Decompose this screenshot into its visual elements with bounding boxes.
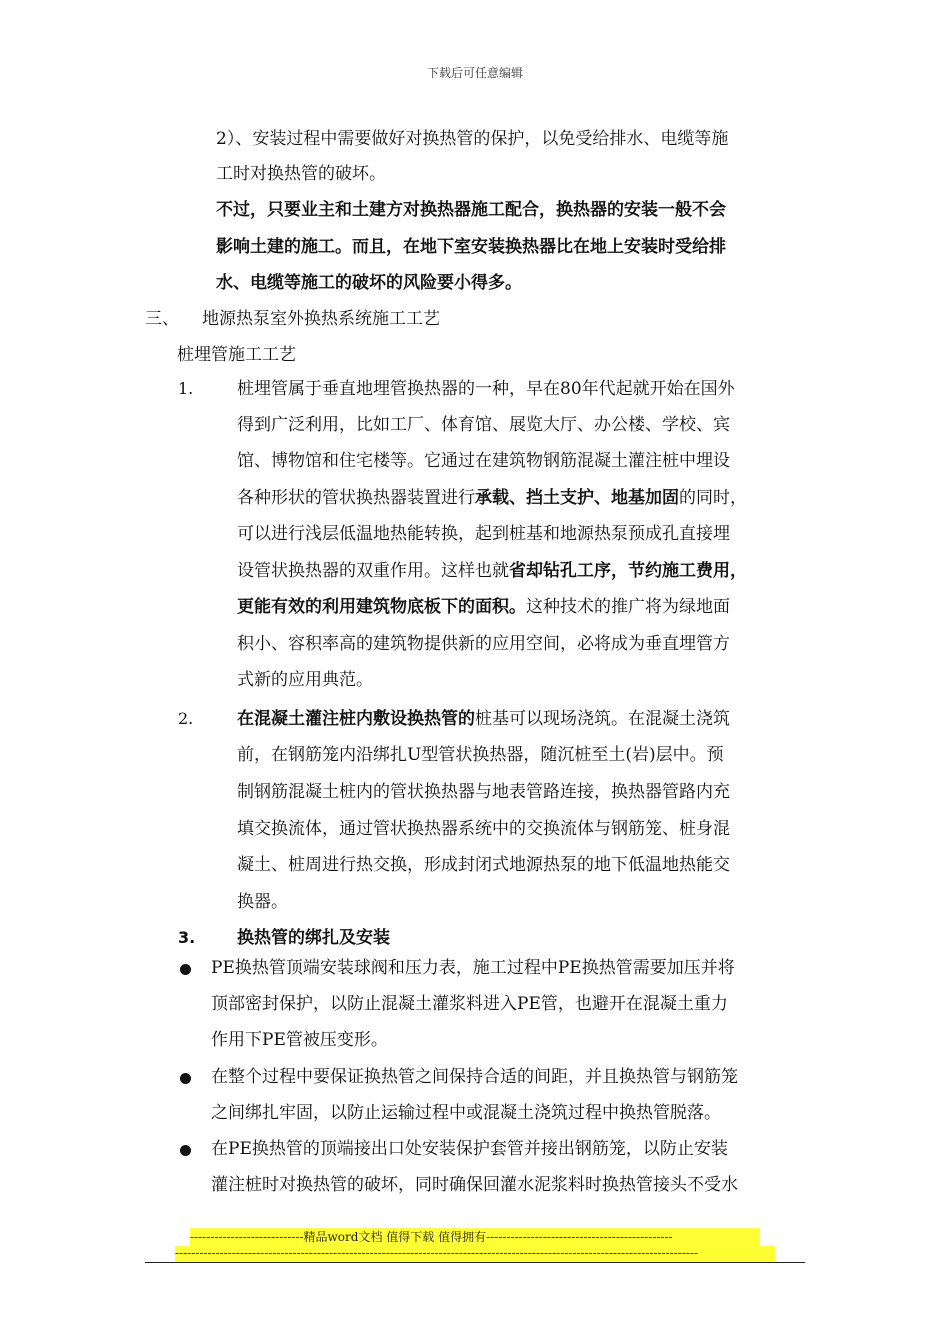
bullet-dot-1: [180, 964, 191, 975]
item2-line1-b: 桩基可以现场浇筑。在混凝土浇筑: [475, 709, 730, 729]
section-title: 地源热泵室外换热系统施工工艺: [202, 309, 440, 329]
bullet3-line1: 在PE换热管的顶端接出口处安装保护套管并接出钢筋笼，以防止安装: [211, 1139, 728, 1159]
item1-line7: [237, 596, 730, 618]
footer-rule: [145, 1262, 805, 1263]
bold-para-line3: 水、电缆等施工的破坏的风险要小得多。: [216, 273, 522, 293]
item3-title: 换热管的绑扎及安装: [237, 928, 390, 948]
bullet1-line1: PE换热管顶端安装球阀和压力表，施工过程中PE换热管需要加压并将: [211, 958, 735, 978]
para1-line2: 工时对换热管的破坏。: [216, 164, 386, 184]
item2-line4: 填交换流体，通过管状换热器系统中的交换流体与钢筋笼、桩身混: [237, 819, 730, 839]
bold-para-line1: 不过，只要业主和土建方对换热器施工配合，换热器的安装一般不会: [216, 200, 726, 220]
item2-line3: 制钢筋混凝土桩内的管状换热器与地表管路连接，换热器管路内充: [237, 782, 730, 802]
bullet1-line3: 作用下PE管被压变形。: [211, 1030, 388, 1050]
item1-number: 1.: [178, 379, 194, 398]
item1-line6-bold: 省却钻孔工序，节约施工费用，: [509, 561, 747, 581]
item2-line6: 换器。: [237, 892, 288, 912]
item1-line4: [237, 487, 747, 509]
item2-line1: [237, 708, 730, 730]
bullet3-line2: 灌注桩时对换热管的破坏，同时确保回灌水泥浆料时换热管接头不受水: [211, 1175, 738, 1195]
item1-line7-b: 这种技术的推广将为绿地面: [526, 597, 730, 617]
item2-line2: 前，在钢筋笼内沿绑扎U型管状换热器，随沉桩至土(岩)层中。预: [237, 745, 724, 765]
bullet-dot-2: [180, 1073, 191, 1084]
footer-banner-line1: ----------------------------精品word文档 值得下载 值得拥有----------------------------------------------: [190, 1228, 760, 1246]
item2-line5: 凝土、桩周进行热交换，形成封闭式地源热泵的地下低温地热能交: [237, 855, 730, 875]
item1-line4-c: 的同时，: [679, 488, 747, 508]
item1-line7-bold: 更能有效的利用建筑物底板下的面积。: [237, 597, 526, 617]
para1-line1: 2）、安装过程中需要做好对换热管的保护，以免受给排水、电缆等施: [216, 129, 729, 149]
bold-para-line2: 影响土建的施工。而且，在地下室安装换热器比在地上安装时受给排: [216, 237, 726, 257]
item3-number: 3.: [178, 928, 196, 947]
item1-line6-a: 设管状换热器的双重作用。这样也就: [237, 561, 509, 581]
page-header: 下载后可任意编辑: [426, 66, 523, 80]
item1-line3: 馆、博物馆和住宅楼等。它通过在建筑物钢筋混凝土灌注桩中埋设: [237, 451, 730, 471]
item1-line4-bold: 承载、挡土支护、地基加固: [475, 488, 679, 508]
item1-line2: 得到广泛利用，比如工厂、体育馆、展览大厅、办公楼、学校、宾: [237, 415, 730, 435]
section-number: 三、: [145, 309, 179, 329]
item1-line9: 式新的应用典范。: [237, 670, 373, 690]
bullet1-line2: 顶部密封保护，以防止混凝土灌浆料进入PE管，也避开在混凝土重力: [211, 994, 728, 1014]
item1-line4-a: 各种形状的管状换热器装置进行: [237, 488, 475, 508]
item2-number: 2.: [178, 709, 194, 728]
footer-banner-line2: ---------------------------------------------------------------------------------------------------------------------------------: [175, 1246, 775, 1261]
item1-line5: 可以进行浅层低温地热能转换，起到桩基和地源热泵预成孔直接埋: [237, 524, 730, 544]
item1-line6: [237, 560, 747, 582]
bullet-dot-3: [180, 1145, 191, 1156]
subheading: 桩埋管施工工艺: [177, 345, 296, 365]
item1-line1: 桩埋管属于垂直地埋管换热器的一种，早在80年代起就开始在国外: [237, 379, 735, 399]
bullet2-line1: 在整个过程中要保证换热管之间保持合适的间距，并且换热管与钢筋笼: [211, 1067, 738, 1087]
bullet2-line2: 之间绑扎牢固，以防止运输过程中或混凝土浇筑过程中换热管脱落。: [211, 1103, 721, 1123]
item2-line1-bold: 在混凝土灌注桩内敷设换热管的: [237, 709, 475, 729]
item1-line8: 积小、容积率高的建筑物提供新的应用空间，必将成为垂直埋管方: [237, 634, 730, 654]
